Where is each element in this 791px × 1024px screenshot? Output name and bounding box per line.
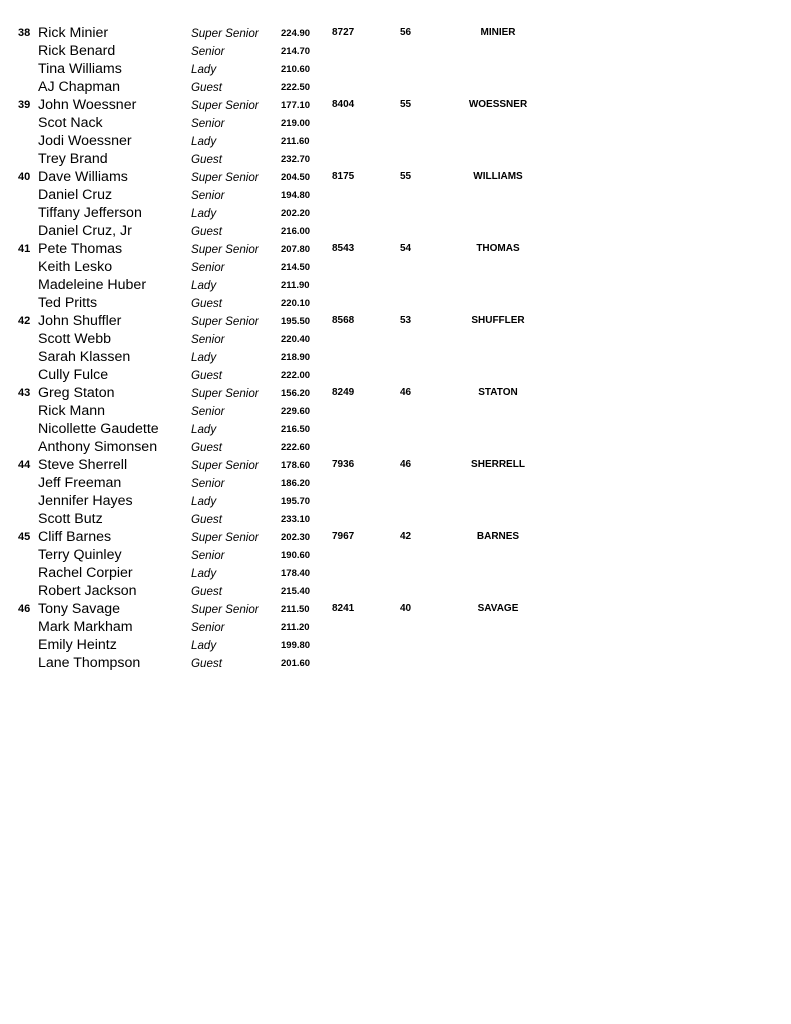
team-points: 46 xyxy=(400,459,412,470)
player-name: Pete Thomas xyxy=(38,241,123,257)
player-average: 220.10 xyxy=(281,298,311,309)
team-block xyxy=(0,384,791,456)
team-total: 8543 xyxy=(332,243,355,254)
table-row xyxy=(0,474,791,492)
player-average: 211.60 xyxy=(281,136,310,147)
player-name: Greg Staton xyxy=(38,385,115,401)
player-division: Senior xyxy=(191,117,225,130)
player-name: Jodi Woessner xyxy=(38,133,132,149)
table-row xyxy=(0,258,791,276)
player-average: 211.90 xyxy=(281,280,310,291)
player-name: Rick Minier xyxy=(38,25,109,41)
team-points: 55 xyxy=(400,171,412,182)
player-division: Lady xyxy=(191,423,217,436)
team-rank: 42 xyxy=(18,315,31,327)
player-average: 194.80 xyxy=(281,190,311,201)
player-name: Trey Brand xyxy=(38,151,108,167)
player-division: Super Senior xyxy=(191,243,259,256)
player-average: 222.50 xyxy=(281,82,311,93)
table-row xyxy=(0,240,791,258)
table-row xyxy=(0,168,791,186)
player-name: Emily Heintz xyxy=(38,637,117,653)
player-name: Scott Webb xyxy=(38,331,112,347)
table-row xyxy=(0,24,791,42)
player-division: Senior xyxy=(191,189,225,202)
table-row xyxy=(0,420,791,438)
player-name: Scott Butz xyxy=(38,511,103,527)
player-division: Senior xyxy=(191,477,225,490)
team-block xyxy=(0,600,791,672)
player-name: Ted Pritts xyxy=(38,295,98,311)
table-row xyxy=(0,222,791,240)
player-division: Lady xyxy=(191,639,217,652)
player-average: 178.60 xyxy=(281,460,311,471)
table-row xyxy=(0,546,791,564)
player-division: Senior xyxy=(191,45,225,58)
player-division: Super Senior xyxy=(191,99,259,112)
player-name: John Woessner xyxy=(38,97,137,113)
team-total: 7936 xyxy=(332,459,355,470)
team-block xyxy=(0,168,791,240)
team-total: 8727 xyxy=(332,27,355,38)
team-block xyxy=(0,312,791,384)
table-row xyxy=(0,60,791,78)
player-average: 214.70 xyxy=(281,46,311,57)
table-row xyxy=(0,132,791,150)
player-average: 222.00 xyxy=(281,370,311,381)
player-division: Super Senior xyxy=(191,459,259,472)
player-division: Guest xyxy=(191,81,222,94)
standings-sheet xyxy=(0,24,791,672)
player-average: 202.20 xyxy=(281,208,311,219)
table-row xyxy=(0,312,791,330)
table-row xyxy=(0,582,791,600)
table-row xyxy=(0,348,791,366)
player-name: John Shuffler xyxy=(38,313,122,329)
player-average: 211.20 xyxy=(281,622,310,633)
team-points: 56 xyxy=(400,27,412,38)
player-division: Lady xyxy=(191,495,217,508)
player-average: 210.60 xyxy=(281,64,311,75)
player-name: Scot Nack xyxy=(38,115,103,131)
player-average: 156.20 xyxy=(281,388,311,399)
player-division: Super Senior xyxy=(191,603,259,616)
player-division: Guest xyxy=(191,225,222,238)
team-points: 55 xyxy=(400,99,412,110)
player-name: Madeleine Huber xyxy=(38,277,147,293)
player-division: Senior xyxy=(191,261,225,274)
player-name: Rachel Corpier xyxy=(38,565,133,581)
table-row xyxy=(0,600,791,618)
team-total: 8404 xyxy=(332,99,355,110)
player-average: 211.50 xyxy=(281,604,310,615)
team-total: 8568 xyxy=(332,315,355,326)
player-average: 186.20 xyxy=(281,478,311,489)
table-row xyxy=(0,564,791,582)
player-average: 190.60 xyxy=(281,550,311,561)
table-row xyxy=(0,654,791,672)
team-name: THOMAS xyxy=(476,243,520,254)
table-row xyxy=(0,294,791,312)
player-name: Cliff Barnes xyxy=(38,529,112,545)
team-name: WOESSNER xyxy=(468,99,528,110)
team-rank: 43 xyxy=(18,387,31,399)
player-name: Dave Williams xyxy=(38,169,128,185)
team-name: STATON xyxy=(478,387,518,398)
team-block xyxy=(0,528,791,600)
player-division: Senior xyxy=(191,405,225,418)
player-average: 229.60 xyxy=(281,406,311,417)
player-name: Tiffany Jefferson xyxy=(38,205,142,221)
player-average: 220.40 xyxy=(281,334,311,345)
table-row xyxy=(0,114,791,132)
player-average: 178.40 xyxy=(281,568,311,579)
player-average: 216.50 xyxy=(281,424,311,435)
table-row xyxy=(0,618,791,636)
table-row xyxy=(0,276,791,294)
player-division: Guest xyxy=(191,585,222,598)
player-average: 199.80 xyxy=(281,640,311,651)
table-row xyxy=(0,402,791,420)
team-name: BARNES xyxy=(476,531,520,542)
player-average: 214.50 xyxy=(281,262,311,273)
team-points: 54 xyxy=(400,243,412,254)
player-average: 222.60 xyxy=(281,442,311,453)
table-row xyxy=(0,42,791,60)
player-division: Senior xyxy=(191,333,225,346)
player-name: Rick Benard xyxy=(38,43,116,59)
team-total: 8249 xyxy=(332,387,355,398)
player-name: Sarah Klassen xyxy=(38,349,131,365)
table-row xyxy=(0,366,791,384)
player-average: 204.50 xyxy=(281,172,311,183)
player-name: Terry Quinley xyxy=(38,547,122,563)
player-division: Lady xyxy=(191,279,217,292)
team-block xyxy=(0,240,791,312)
team-rank: 41 xyxy=(18,243,31,255)
team-block xyxy=(0,456,791,528)
team-name: WILLIAMS xyxy=(473,171,523,182)
player-division: Lady xyxy=(191,207,217,220)
table-row xyxy=(0,186,791,204)
team-points: 46 xyxy=(400,387,412,398)
player-name: Tony Savage xyxy=(38,601,121,617)
player-average: 195.70 xyxy=(281,496,311,507)
team-points: 40 xyxy=(400,603,412,614)
player-division: Lady xyxy=(191,567,217,580)
player-division: Guest xyxy=(191,153,222,166)
team-points: 42 xyxy=(400,531,412,542)
table-row xyxy=(0,204,791,222)
player-name: Robert Jackson xyxy=(38,583,137,599)
player-average: 195.50 xyxy=(281,316,311,327)
team-rank: 39 xyxy=(18,99,31,111)
player-division: Guest xyxy=(191,441,222,454)
player-division: Guest xyxy=(191,513,222,526)
player-division: Senior xyxy=(191,621,225,634)
team-block xyxy=(0,24,791,96)
table-row xyxy=(0,456,791,474)
player-average: 219.00 xyxy=(281,118,311,129)
team-name: MINIER xyxy=(480,27,516,38)
player-average: 207.80 xyxy=(281,244,311,255)
player-average: 233.10 xyxy=(281,514,311,525)
player-name: Lane Thompson xyxy=(38,655,141,671)
player-name: Keith Lesko xyxy=(38,259,113,275)
table-row xyxy=(0,438,791,456)
team-rank: 38 xyxy=(18,27,31,39)
player-average: 177.10 xyxy=(281,100,311,111)
player-division: Super Senior xyxy=(191,387,259,400)
player-average: 215.40 xyxy=(281,586,311,597)
player-division: Lady xyxy=(191,63,217,76)
player-division: Super Senior xyxy=(191,27,259,40)
team-name: SAVAGE xyxy=(477,603,519,614)
table-row xyxy=(0,96,791,114)
team-rank: 44 xyxy=(18,459,31,471)
player-average: 201.60 xyxy=(281,658,311,669)
table-row xyxy=(0,78,791,96)
table-row xyxy=(0,330,791,348)
player-name: Mark Markham xyxy=(38,619,133,635)
table-row xyxy=(0,528,791,546)
player-division: Lady xyxy=(191,135,217,148)
team-block xyxy=(0,96,791,168)
player-average: 224.90 xyxy=(281,28,311,39)
table-row xyxy=(0,384,791,402)
team-name: SHERRELL xyxy=(471,459,525,470)
team-rank: 46 xyxy=(18,603,31,615)
table-row xyxy=(0,150,791,168)
player-division: Super Senior xyxy=(191,315,259,328)
player-name: Daniel Cruz xyxy=(38,187,113,203)
player-name: Anthony Simonsen xyxy=(38,439,158,455)
team-points: 53 xyxy=(400,315,412,326)
player-division: Guest xyxy=(191,297,222,310)
player-division: Super Senior xyxy=(191,531,259,544)
player-name: AJ Chapman xyxy=(38,79,121,95)
player-average: 232.70 xyxy=(281,154,311,165)
player-division: Lady xyxy=(191,351,217,364)
team-total: 8241 xyxy=(332,603,355,614)
player-name: Jennifer Hayes xyxy=(38,493,133,509)
player-division: Super Senior xyxy=(191,171,259,184)
player-division: Guest xyxy=(191,657,222,670)
player-name: Nicollette Gaudette xyxy=(38,421,159,437)
team-name: SHUFFLER xyxy=(471,315,525,326)
player-average: 218.90 xyxy=(281,352,311,363)
player-name: Jeff Freeman xyxy=(38,475,122,491)
team-total: 7967 xyxy=(332,531,355,542)
team-rank: 45 xyxy=(18,531,31,543)
player-division: Senior xyxy=(191,549,225,562)
player-division: Guest xyxy=(191,369,222,382)
player-average: 216.00 xyxy=(281,226,311,237)
player-name: Daniel Cruz, Jr xyxy=(38,223,132,239)
player-name: Cully Fulce xyxy=(38,367,109,383)
player-name: Tina Williams xyxy=(38,61,122,77)
player-name: Steve Sherrell xyxy=(38,457,128,473)
player-name: Rick Mann xyxy=(38,403,106,419)
player-average: 202.30 xyxy=(281,532,311,543)
table-row xyxy=(0,636,791,654)
table-row xyxy=(0,492,791,510)
team-total: 8175 xyxy=(332,171,355,182)
team-rank: 40 xyxy=(18,171,31,183)
table-row xyxy=(0,510,791,528)
